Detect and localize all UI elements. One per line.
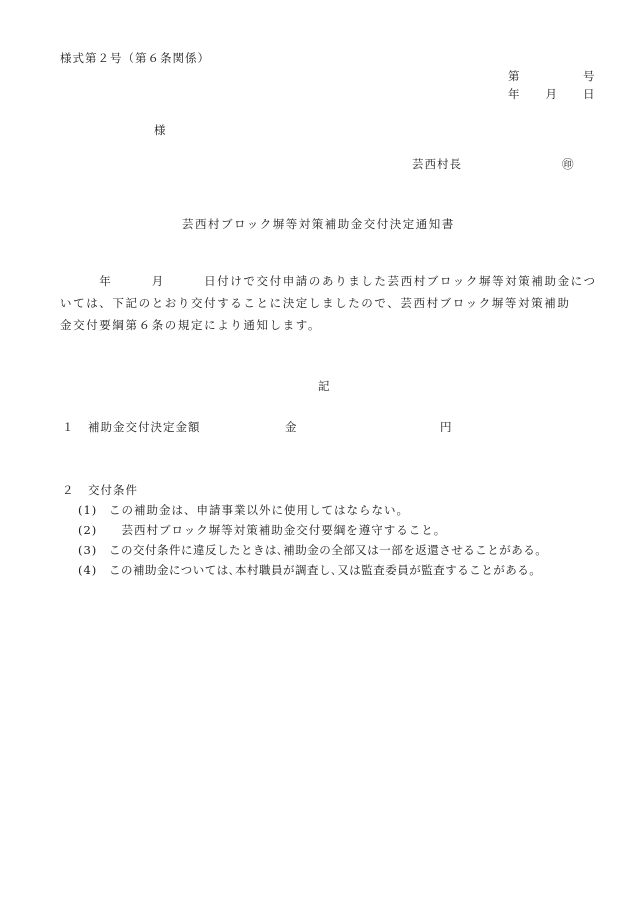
condition-item: [78, 502, 409, 518]
condition-number: (3): [78, 543, 98, 557]
document-date: 年 月 日: [508, 87, 596, 101]
item1-label: 補助金交付決定金額: [88, 420, 201, 434]
addressee-suffix: 様: [154, 123, 167, 137]
condition-number: (1): [78, 503, 98, 517]
document-number: 第 号: [508, 69, 596, 83]
body-line: 金交付要綱第６条の規定により通知します。: [60, 318, 322, 332]
condition-number: (2): [78, 523, 98, 537]
condition-item: [78, 542, 548, 558]
item2-number: ２: [62, 483, 75, 497]
body-paragraph: [60, 270, 595, 336]
ki-heading: 記: [318, 379, 331, 393]
item2-label: 交付条件: [88, 483, 138, 497]
sender: 芸西村長: [412, 157, 462, 171]
document-title: 芸西村ブロック塀等対策補助金交付決定通知書: [182, 217, 455, 231]
form-label: 様式第２号（第６条関係）: [60, 51, 210, 65]
condition-number: (4): [78, 563, 98, 577]
item1-number: １: [62, 420, 75, 434]
item1-unit: 円: [440, 420, 453, 434]
condition-text: 芸西村ブロック塀等対策補助金交付要綱を遵守すること。: [109, 523, 447, 537]
body-line: 年 月 日付けで交付申請のありました芸西村ブロック塀等対策補助金につ: [60, 274, 597, 288]
condition-item: [78, 562, 542, 578]
body-line: いては、下記のとおり交付することに決定しましたので、芸西村ブロック塀等対策補助: [60, 296, 571, 310]
condition-item: [78, 522, 447, 538]
seal-mark: ㊞: [562, 157, 575, 171]
condition-text: この補助金については､本村職員が調査し､又は監査委員が監査することがある。: [109, 563, 542, 577]
item1-prefix: 金: [285, 420, 298, 434]
condition-text: この交付条件に違反したときは､補助金の全部又は一部を返還させることがある。: [109, 543, 548, 557]
condition-text: この補助金は、申請事業以外に使用してはならない。: [109, 503, 409, 517]
